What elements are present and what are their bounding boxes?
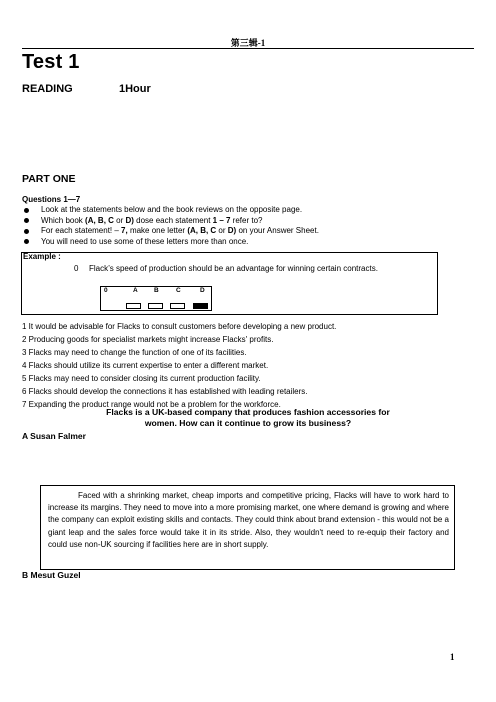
instruction-item: You will need to use some of these letters more than once. xyxy=(22,237,462,248)
instruction-item: For each statement! – 7, make one letter (A, B, C or D) on your Answer Sheet. xyxy=(22,226,462,237)
bullet-icon xyxy=(24,239,29,244)
bullet-icon xyxy=(24,218,29,223)
answer-box-d[interactable] xyxy=(193,303,208,309)
instructions-list xyxy=(22,205,462,247)
statement-item: 3 Flacks may need to change the function of one of its facilities. xyxy=(22,348,247,357)
example-label: Example : xyxy=(23,252,61,261)
statement-item: 6 Flacks should develop the connections it has established with leading retailers. xyxy=(22,387,308,396)
page-number: 1 xyxy=(450,652,455,662)
answer-grid-labels xyxy=(100,287,212,297)
statement-item: 1 It would be advisable for Flacks to consult customers before developing a new product. xyxy=(22,322,337,331)
reviewer-a-name: A Susan Falmer xyxy=(22,431,86,441)
answer-label-b: B xyxy=(154,287,159,294)
section-label: READING xyxy=(22,83,73,95)
bullet-icon xyxy=(24,229,29,234)
reviews-intro: Flacks is a UK-based company that produces fashion accessories for women. How can it continue to grow its business? xyxy=(106,407,390,428)
answer-label-c: C xyxy=(176,287,181,294)
duration-label: 1Hour xyxy=(119,83,151,95)
answer-label-0: 0 xyxy=(104,287,108,294)
instruction-item: Look at the statements below and the book reviews on the opposite page. xyxy=(22,205,462,216)
test-title: Test 1 xyxy=(22,51,80,73)
answer-box-c[interactable] xyxy=(170,303,185,309)
example-box xyxy=(21,252,438,315)
statement-item: 4 Flacks should utilize its current expertise to enter a different market. xyxy=(22,361,269,370)
example-number: 0 xyxy=(74,264,79,273)
answer-label-d: D xyxy=(200,287,205,294)
review-a-text: Faced with a shrinking market, cheap imports and competitive pricing, Flacks will have to work hard to increase its margins. They need to move into a more promising market, one where demand is growing and where the company can exploit existing skills and contacts. They could think about brand extension - this would not be a giant leap and the sales force would take it in its stride. Also, they wouldn't need to re-equip their factory and could use non-UK sourcing if facilities here are in short supply. xyxy=(40,485,455,570)
answer-label-a: A xyxy=(133,287,138,294)
instruction-item: Which book (A, B, C or D) dose each statement 1 – 7 refer to? xyxy=(22,216,462,227)
header-rule xyxy=(22,48,474,49)
statement-item: 5 Flacks may need to consider closing its current production facility. xyxy=(22,374,261,383)
answer-box-b[interactable] xyxy=(148,303,163,309)
statement-item: 7 Expanding the product range would not be a problem for the workforce. xyxy=(22,400,281,409)
reviewer-b-name: B Mesut Guzel xyxy=(22,570,81,580)
questions-heading: Questions 1—7 xyxy=(22,195,81,204)
statement-item: 2 Producing goods for specialist markets might increase Flacks' profits. xyxy=(22,335,274,344)
answer-box-a[interactable] xyxy=(126,303,141,309)
statements-list xyxy=(22,320,474,411)
part-title: PART ONE xyxy=(22,173,76,185)
bullet-icon xyxy=(24,208,29,213)
example-text: Flack’s speed of production should be an advantage for winning certain contracts. xyxy=(89,264,378,273)
page-header: 第三辑-1 xyxy=(230,38,266,48)
